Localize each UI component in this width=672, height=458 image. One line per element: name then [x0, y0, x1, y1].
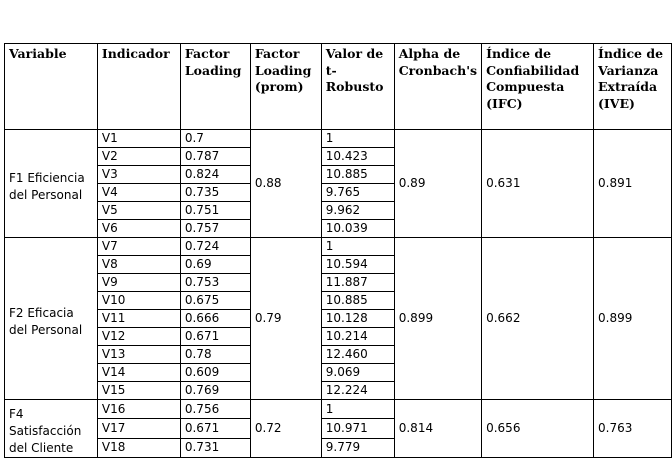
indicador-cell: V1 [97, 130, 180, 148]
t-robusto-cell: 1 [321, 400, 394, 419]
header-factor-loading-prom: Factor Loading (prom) [250, 44, 321, 130]
variable-cell: F2 Eficacia del Personal [5, 238, 98, 400]
ive-cell: 0.899 [594, 238, 672, 400]
variable-cell: F4 Satisfacción del Cliente [5, 400, 98, 458]
factor-loading-cell: 0.769 [180, 382, 250, 400]
ive-cell: 0.763 [594, 400, 672, 458]
header-t-robusto: Valor de t-Robusto [321, 44, 394, 130]
t-robusto-cell: 1 [321, 238, 394, 256]
header-ive: Índice de Varianza Extraída (IVE) [594, 44, 672, 130]
t-robusto-cell: 1 [321, 130, 394, 148]
t-robusto-cell: 10.039 [321, 220, 394, 238]
variable-cell: F1 Eficiencia del Personal [5, 130, 98, 238]
factor-loading-cell: 0.724 [180, 238, 250, 256]
t-robusto-cell: 9.069 [321, 364, 394, 382]
t-robusto-cell: 10.128 [321, 310, 394, 328]
indicador-cell: V11 [97, 310, 180, 328]
t-robusto-cell: 10.214 [321, 328, 394, 346]
table-row [5, 130, 672, 148]
indicador-cell: V16 [97, 400, 180, 419]
indicador-cell: V14 [97, 364, 180, 382]
t-robusto-cell: 10.885 [321, 292, 394, 310]
header-ifc: Índice de Confiabilidad Compuesta (IFC) [482, 44, 594, 130]
factor-loading-cell: 0.666 [180, 310, 250, 328]
factor-loading-cell: 0.7 [180, 130, 250, 148]
indicador-cell: V17 [97, 419, 180, 438]
t-robusto-cell: 9.765 [321, 184, 394, 202]
indicador-cell: V3 [97, 166, 180, 184]
factor-loading-prom-cell: 0.88 [250, 130, 321, 238]
t-robusto-cell: 10.885 [321, 166, 394, 184]
indicador-cell: V5 [97, 202, 180, 220]
indicador-cell: V18 [97, 438, 180, 457]
factor-loading-cell: 0.78 [180, 346, 250, 364]
header-indicador: Indicador [97, 44, 180, 130]
indicador-cell: V12 [97, 328, 180, 346]
indicador-cell: V8 [97, 256, 180, 274]
factor-loading-cell: 0.735 [180, 184, 250, 202]
factor-loading-cell: 0.671 [180, 328, 250, 346]
header-alpha: Alpha de Cronbach's [394, 44, 481, 130]
alpha-cell: 0.814 [394, 400, 481, 458]
t-robusto-cell: 10.423 [321, 148, 394, 166]
indicador-cell: V2 [97, 148, 180, 166]
indicador-cell: V6 [97, 220, 180, 238]
ive-cell: 0.891 [594, 130, 672, 238]
factor-loading-cell: 0.757 [180, 220, 250, 238]
ifc-cell: 0.656 [482, 400, 594, 458]
alpha-cell: 0.89 [394, 130, 481, 238]
t-robusto-cell: 12.224 [321, 382, 394, 400]
indicador-cell: V7 [97, 238, 180, 256]
indicador-cell: V9 [97, 274, 180, 292]
factor-loading-cell: 0.69 [180, 256, 250, 274]
factor-loading-cell: 0.787 [180, 148, 250, 166]
factor-loading-cell: 0.675 [180, 292, 250, 310]
t-robusto-cell: 9.779 [321, 438, 394, 457]
header-factor-loading: Factor Loading [180, 44, 250, 130]
factor-loading-cell: 0.756 [180, 400, 250, 419]
factor-loading-prom-cell: 0.79 [250, 238, 321, 400]
reliability-table [4, 43, 672, 458]
header-row [5, 44, 672, 130]
t-robusto-cell: 9.962 [321, 202, 394, 220]
t-robusto-cell: 10.594 [321, 256, 394, 274]
t-robusto-cell: 10.971 [321, 419, 394, 438]
factor-loading-cell: 0.671 [180, 419, 250, 438]
factor-loading-cell: 0.731 [180, 438, 250, 457]
indicador-cell: V4 [97, 184, 180, 202]
ifc-cell: 0.662 [482, 238, 594, 400]
factor-loading-cell: 0.609 [180, 364, 250, 382]
alpha-cell: 0.899 [394, 238, 481, 400]
t-robusto-cell: 11.887 [321, 274, 394, 292]
table-container [4, 43, 672, 458]
table-body [5, 130, 672, 458]
ifc-cell: 0.631 [482, 130, 594, 238]
indicador-cell: V15 [97, 382, 180, 400]
table-row [5, 400, 672, 419]
factor-loading-prom-cell: 0.72 [250, 400, 321, 458]
t-robusto-cell: 12.460 [321, 346, 394, 364]
header-variable: Variable [5, 44, 98, 130]
table-row [5, 238, 672, 256]
factor-loading-cell: 0.824 [180, 166, 250, 184]
factor-loading-cell: 0.753 [180, 274, 250, 292]
indicador-cell: V13 [97, 346, 180, 364]
indicador-cell: V10 [97, 292, 180, 310]
factor-loading-cell: 0.751 [180, 202, 250, 220]
